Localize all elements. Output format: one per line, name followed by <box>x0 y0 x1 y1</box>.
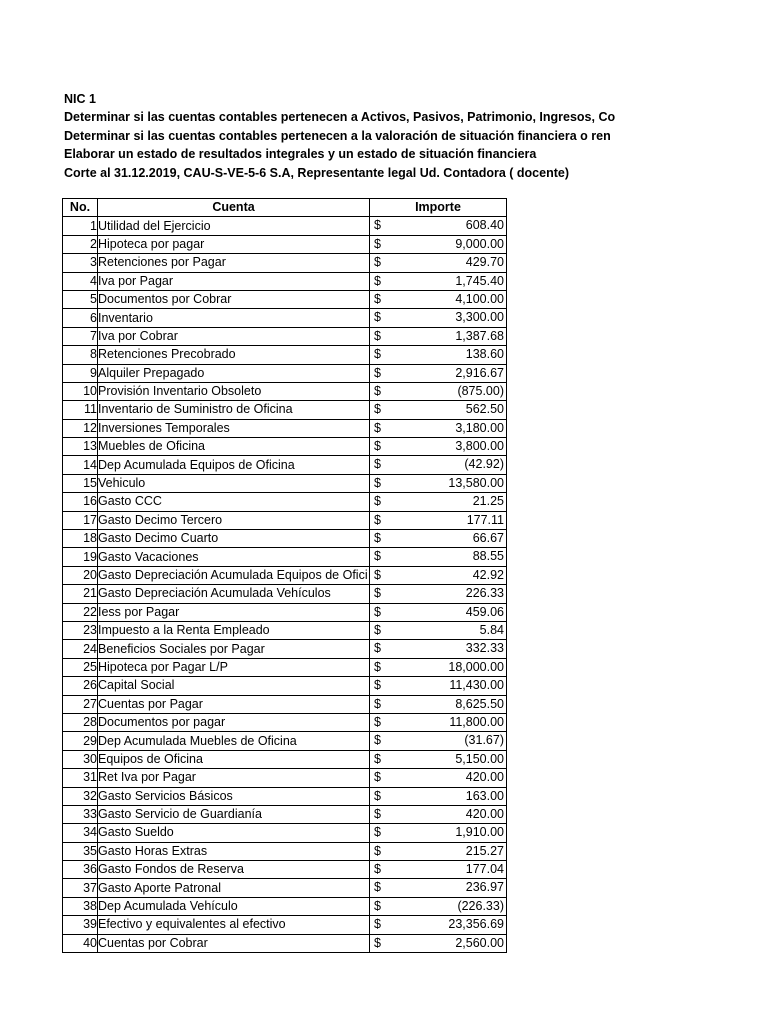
account-name: Alquiler Prepagado <box>98 364 370 382</box>
amount-cell <box>370 842 507 860</box>
amount-value: 11,800.00 <box>449 714 504 729</box>
row-number: 38 <box>63 897 98 915</box>
table-row <box>63 879 507 897</box>
column-header-amount: Importe <box>370 199 507 217</box>
document-header <box>64 90 768 182</box>
row-number: 4 <box>63 272 98 290</box>
account-name: Gasto Servicios Básicos <box>98 787 370 805</box>
amount-cell <box>370 603 507 621</box>
table-row <box>63 474 507 492</box>
currency-symbol: $ <box>374 567 381 582</box>
account-name: Efectivo y equivalentes al efectivo <box>98 916 370 934</box>
amount-cell <box>370 824 507 842</box>
row-number: 23 <box>63 621 98 639</box>
row-number: 18 <box>63 530 98 548</box>
table-row <box>63 640 507 658</box>
amount-cell <box>370 272 507 290</box>
table-row <box>63 695 507 713</box>
amount-value: 2,916.67 <box>455 365 504 380</box>
currency-symbol: $ <box>374 365 381 380</box>
currency-symbol: $ <box>374 898 381 913</box>
amount-cell <box>370 290 507 308</box>
amount-value: (42.92) <box>464 457 504 472</box>
row-number: 39 <box>63 916 98 934</box>
amount-cell <box>370 640 507 658</box>
amount-value: 18,000.00 <box>448 659 504 674</box>
account-name: Inversiones Temporales <box>98 419 370 437</box>
table-row <box>63 401 507 419</box>
amount-value: 21.25 <box>472 494 504 509</box>
currency-symbol: $ <box>374 273 381 288</box>
currency-symbol: $ <box>374 806 381 821</box>
currency-symbol: $ <box>374 420 381 435</box>
amount-cell <box>370 474 507 492</box>
instruction-line-1: Determinar si las cuentas contables pertenecen a Activos, Pasivos, Patrimonio, Ingresos, Co <box>64 110 616 125</box>
table-row <box>63 438 507 456</box>
table-row <box>63 897 507 915</box>
row-number: 35 <box>63 842 98 860</box>
amount-cell <box>370 401 507 419</box>
table-row <box>63 603 507 621</box>
amount-value: 3,300.00 <box>455 310 504 325</box>
row-number: 11 <box>63 401 98 419</box>
amount-value: 226.33 <box>465 586 504 601</box>
currency-symbol: $ <box>374 622 381 637</box>
table-row <box>63 548 507 566</box>
table-row <box>63 346 507 364</box>
amount-cell <box>370 364 507 382</box>
row-number: 40 <box>63 934 98 952</box>
account-name: Retenciones Precobrado <box>98 346 370 364</box>
account-name: Equipos de Oficina <box>98 750 370 768</box>
instruction-line-2: Determinar si las cuentas contables pertenecen a la valoración de situación financiera o ren <box>64 128 611 143</box>
amount-value: 138.60 <box>465 347 504 362</box>
row-number: 28 <box>63 713 98 731</box>
table-row <box>63 769 507 787</box>
currency-symbol: $ <box>374 678 381 693</box>
amount-value: 608.40 <box>465 218 504 233</box>
table-row <box>63 364 507 382</box>
amount-cell <box>370 254 507 272</box>
currency-symbol: $ <box>374 917 381 932</box>
amount-cell <box>370 621 507 639</box>
account-name: Iess por Pagar <box>98 603 370 621</box>
amount-cell <box>370 456 507 474</box>
amount-value: 2,560.00 <box>455 935 504 950</box>
table-row <box>63 235 507 253</box>
currency-symbol: $ <box>374 843 381 858</box>
table-row <box>63 861 507 879</box>
account-name: Gasto CCC <box>98 493 370 511</box>
row-number: 12 <box>63 419 98 437</box>
row-number: 33 <box>63 805 98 823</box>
amount-value: 429.70 <box>465 255 504 270</box>
currency-symbol: $ <box>374 733 381 748</box>
currency-symbol: $ <box>374 439 381 454</box>
amount-value: (226.33) <box>457 898 504 913</box>
amount-cell <box>370 658 507 676</box>
currency-symbol: $ <box>374 935 381 950</box>
amount-value: 459.06 <box>465 604 504 619</box>
currency-symbol: $ <box>374 862 381 877</box>
currency-symbol: $ <box>374 696 381 711</box>
row-number: 27 <box>63 695 98 713</box>
amount-value: 3,800.00 <box>455 439 504 454</box>
amount-value: 42.92 <box>472 567 504 582</box>
account-name: Gasto Depreciación Acumulada Equipos de Ofici <box>98 566 370 584</box>
amount-value: 562.50 <box>465 402 504 417</box>
instruction-line-3: Elaborar un estado de resultados integrales y un estado de situación financiera <box>64 147 537 162</box>
currency-symbol: $ <box>374 531 381 546</box>
amount-cell <box>370 382 507 400</box>
table-row <box>63 934 507 952</box>
table-header-row <box>63 199 507 217</box>
currency-symbol: $ <box>374 255 381 270</box>
amount-value: (31.67) <box>464 733 504 748</box>
table-row <box>63 254 507 272</box>
amount-cell <box>370 732 507 750</box>
account-name: Documentos por pagar <box>98 713 370 731</box>
currency-symbol: $ <box>374 402 381 417</box>
amount-cell <box>370 530 507 548</box>
column-header-account: Cuenta <box>98 199 370 217</box>
currency-symbol: $ <box>374 751 381 766</box>
account-name: Iva por Cobrar <box>98 327 370 345</box>
currency-symbol: $ <box>374 586 381 601</box>
currency-symbol: $ <box>374 291 381 306</box>
table-row <box>63 787 507 805</box>
column-header-no: No. <box>63 199 98 217</box>
account-name: Gasto Sueldo <box>98 824 370 842</box>
currency-symbol: $ <box>374 328 381 343</box>
amount-cell <box>370 548 507 566</box>
table-row <box>63 824 507 842</box>
amount-cell <box>370 438 507 456</box>
amount-value: 13,580.00 <box>448 475 504 490</box>
account-name: Hipoteca por Pagar L/P <box>98 658 370 676</box>
amount-value: 177.11 <box>466 512 504 527</box>
account-name: Inventario de Suministro de Oficina <box>98 401 370 419</box>
account-name: Gasto Servicio de Guardianía <box>98 805 370 823</box>
currency-symbol: $ <box>374 475 381 490</box>
table-row <box>63 272 507 290</box>
header-title: NIC 1 <box>64 92 96 106</box>
currency-symbol: $ <box>374 549 381 564</box>
row-number: 1 <box>63 217 98 235</box>
currency-symbol: $ <box>374 714 381 729</box>
account-name: Gasto Aporte Patronal <box>98 879 370 897</box>
amount-value: 236.97 <box>465 880 504 895</box>
amount-value: 3,180.00 <box>455 420 504 435</box>
currency-symbol: $ <box>374 347 381 362</box>
amount-value: 1,910.00 <box>455 825 504 840</box>
table-row <box>63 842 507 860</box>
table-row <box>63 750 507 768</box>
table-row <box>63 382 507 400</box>
amount-cell <box>370 346 507 364</box>
amount-value: 332.33 <box>465 641 504 656</box>
account-name: Documentos por Cobrar <box>98 290 370 308</box>
amount-cell <box>370 916 507 934</box>
account-name: Dep Acumulada Equipos de Oficina <box>98 456 370 474</box>
amount-value: 5,150.00 <box>455 751 504 766</box>
table-row <box>63 677 507 695</box>
amount-value: 88.55 <box>472 549 504 564</box>
amount-value: 8,625.50 <box>455 696 504 711</box>
amount-cell <box>370 934 507 952</box>
amount-cell <box>370 695 507 713</box>
account-name: Provisión Inventario Obsoleto <box>98 382 370 400</box>
row-number: 25 <box>63 658 98 676</box>
amount-cell <box>370 217 507 235</box>
row-number: 8 <box>63 346 98 364</box>
row-number: 22 <box>63 603 98 621</box>
row-number: 9 <box>63 364 98 382</box>
amount-cell <box>370 861 507 879</box>
row-number: 19 <box>63 548 98 566</box>
currency-symbol: $ <box>374 604 381 619</box>
table-row <box>63 566 507 584</box>
account-name: Cuentas por Cobrar <box>98 934 370 952</box>
table-row <box>63 530 507 548</box>
amount-value: 5.84 <box>479 622 504 637</box>
table-row <box>63 217 507 235</box>
row-number: 20 <box>63 566 98 584</box>
amount-value: 177.04 <box>465 862 504 877</box>
table-row <box>63 290 507 308</box>
account-name: Dep Acumulada Muebles de Oficina <box>98 732 370 750</box>
account-name: Ret Iva por Pagar <box>98 769 370 787</box>
currency-symbol: $ <box>374 494 381 509</box>
currency-symbol: $ <box>374 880 381 895</box>
row-number: 14 <box>63 456 98 474</box>
account-name: Gasto Horas Extras <box>98 842 370 860</box>
currency-symbol: $ <box>374 218 381 233</box>
table-row <box>63 713 507 731</box>
row-number: 3 <box>63 254 98 272</box>
row-number: 16 <box>63 493 98 511</box>
table-row <box>63 916 507 934</box>
table-row <box>63 621 507 639</box>
currency-symbol: $ <box>374 310 381 325</box>
row-number: 17 <box>63 511 98 529</box>
amount-cell <box>370 677 507 695</box>
amount-value: 420.00 <box>465 806 504 821</box>
amount-value: 420.00 <box>465 770 504 785</box>
account-name: Impuesto a la Renta Empleado <box>98 621 370 639</box>
amount-value: 1,387.68 <box>455 328 504 343</box>
amount-cell <box>370 235 507 253</box>
amount-cell <box>370 493 507 511</box>
account-name: Gasto Decimo Tercero <box>98 511 370 529</box>
row-number: 24 <box>63 640 98 658</box>
accounts-table <box>62 198 507 953</box>
account-name: Vehiculo <box>98 474 370 492</box>
account-name: Gasto Vacaciones <box>98 548 370 566</box>
table-row <box>63 456 507 474</box>
table-row <box>63 309 507 327</box>
row-number: 32 <box>63 787 98 805</box>
account-name: Iva por Pagar <box>98 272 370 290</box>
account-name: Utilidad del Ejercicio <box>98 217 370 235</box>
account-name: Hipoteca por pagar <box>98 235 370 253</box>
account-name: Cuentas por Pagar <box>98 695 370 713</box>
amount-cell <box>370 566 507 584</box>
row-number: 31 <box>63 769 98 787</box>
row-number: 37 <box>63 879 98 897</box>
row-number: 10 <box>63 382 98 400</box>
table-row <box>63 511 507 529</box>
amount-cell <box>370 327 507 345</box>
amount-value: 66.67 <box>472 531 504 546</box>
row-number: 21 <box>63 585 98 603</box>
row-number: 7 <box>63 327 98 345</box>
row-number: 36 <box>63 861 98 879</box>
amount-cell <box>370 787 507 805</box>
amount-cell <box>370 879 507 897</box>
currency-symbol: $ <box>374 788 381 803</box>
amount-cell <box>370 511 507 529</box>
row-number: 26 <box>63 677 98 695</box>
table-body <box>63 217 507 953</box>
amount-cell <box>370 713 507 731</box>
cutoff-line: Corte al 31.12.2019, CAU-S-VE-5-6 S.A, Representante legal Ud. Contadora ( docente) <box>64 165 569 180</box>
table-row <box>63 493 507 511</box>
account-name: Gasto Decimo Cuarto <box>98 530 370 548</box>
amount-value: 4,100.00 <box>455 291 504 306</box>
amount-value: 9,000.00 <box>455 236 504 251</box>
table-row <box>63 805 507 823</box>
amount-cell <box>370 805 507 823</box>
row-number: 2 <box>63 235 98 253</box>
row-number: 5 <box>63 290 98 308</box>
amount-value: 23,356.69 <box>448 917 504 932</box>
row-number: 29 <box>63 732 98 750</box>
amount-cell <box>370 585 507 603</box>
account-name: Gasto Depreciación Acumulada Vehículos <box>98 585 370 603</box>
amount-cell <box>370 419 507 437</box>
amount-value: 1,745.40 <box>455 273 504 288</box>
account-name: Inventario <box>98 309 370 327</box>
table-row <box>63 327 507 345</box>
currency-symbol: $ <box>374 236 381 251</box>
currency-symbol: $ <box>374 770 381 785</box>
currency-symbol: $ <box>374 383 381 398</box>
table-row <box>63 419 507 437</box>
amount-cell <box>370 769 507 787</box>
currency-symbol: $ <box>374 659 381 674</box>
account-name: Gasto Fondos de Reserva <box>98 861 370 879</box>
amount-cell <box>370 897 507 915</box>
amount-cell <box>370 750 507 768</box>
amount-value: 163.00 <box>465 788 504 803</box>
account-name: Muebles de Oficina <box>98 438 370 456</box>
currency-symbol: $ <box>374 641 381 656</box>
currency-symbol: $ <box>374 457 381 472</box>
account-name: Dep Acumulada Vehículo <box>98 897 370 915</box>
row-number: 30 <box>63 750 98 768</box>
amount-value: (875.00) <box>457 383 504 398</box>
currency-symbol: $ <box>374 825 381 840</box>
amount-value: 11,430.00 <box>449 678 504 693</box>
row-number: 34 <box>63 824 98 842</box>
amount-value: 215.27 <box>465 843 504 858</box>
table-row <box>63 732 507 750</box>
row-number: 13 <box>63 438 98 456</box>
table-row <box>63 585 507 603</box>
account-name: Capital Social <box>98 677 370 695</box>
account-name: Retenciones por Pagar <box>98 254 370 272</box>
account-name: Beneficios Sociales por Pagar <box>98 640 370 658</box>
row-number: 6 <box>63 309 98 327</box>
amount-cell <box>370 309 507 327</box>
currency-symbol: $ <box>374 512 381 527</box>
row-number: 15 <box>63 474 98 492</box>
table-row <box>63 658 507 676</box>
